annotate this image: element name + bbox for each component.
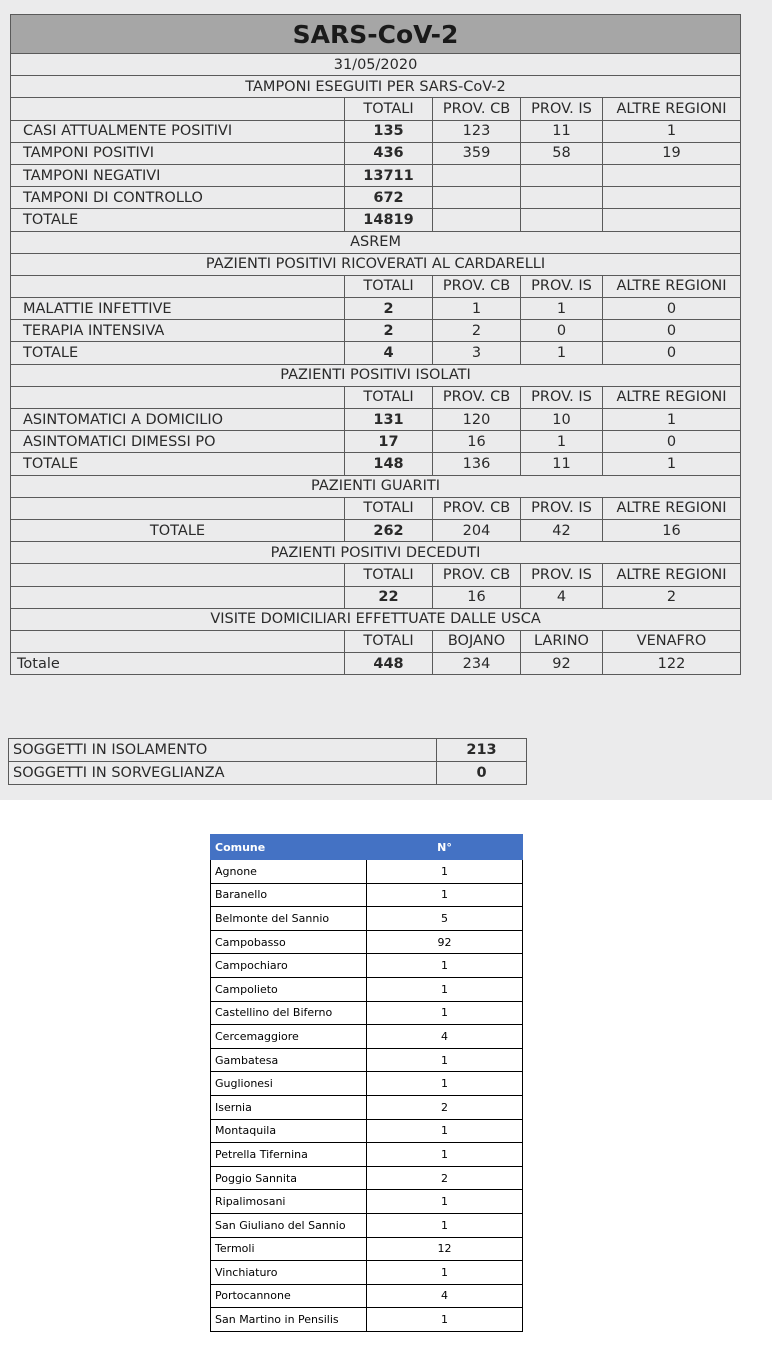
cell-prov-cb: 123 [433,120,521,142]
cell-prov-cb: 359 [433,142,521,164]
cell-comune: Campolieto [211,977,367,1001]
cell-count: 1 [367,1143,523,1167]
column-header: LARINO [521,630,603,652]
cell-count: 12 [367,1237,523,1261]
cell-comune: San Martino in Pensilis [211,1308,367,1332]
comuni-table [210,834,523,1332]
cell-totali: 2 [345,320,433,342]
row-label: ASINTOMATICI A DOMICILIO [11,409,345,431]
column-header: VENAFRO [603,630,741,652]
cell-totali: 148 [345,453,433,475]
table-row [11,187,741,209]
cell-prov-cb [433,164,521,186]
report-date: 31/05/2020 [11,54,741,76]
cell-altre-regioni: 0 [603,298,741,320]
column-header: ALTRE REGIONI [603,275,741,297]
section-heading-isolati: PAZIENTI POSITIVI ISOLATI [11,364,741,386]
table-row [211,1119,523,1143]
cell-altre-regioni: 1 [603,409,741,431]
cell-count: 1 [367,1072,523,1096]
row-label: SOGGETTI IN SORVEGLIANZA [9,762,437,785]
column-header-row [11,386,741,408]
section-heading-guariti: PAZIENTI GUARITI [11,475,741,497]
table-row [211,1166,523,1190]
table-row [9,739,527,762]
row-label: TOTALE [11,209,345,231]
section-heading-tamponi: TAMPONI ESEGUITI PER SARS-CoV-2 [11,76,741,98]
column-header: PROV. IS [521,98,603,120]
cell-comune: Vinchiaturo [211,1261,367,1285]
cell-altre-regioni: 0 [603,431,741,453]
cell-count: 1 [367,1261,523,1285]
cell-totali: 2 [345,298,433,320]
table-row [211,1001,523,1025]
section-heading-visite: VISITE DOMICILIARI EFFETTUATE DALLE USCA [11,608,741,630]
cell-prov-cb: 16 [433,586,521,608]
cell-prov-cb: 1 [433,298,521,320]
table-row [11,409,741,431]
cell-count: 1 [367,1190,523,1214]
cell-count: 4 [367,1284,523,1308]
cell-count: 1 [367,1213,523,1237]
cell-count: 2 [367,1095,523,1119]
cell-value: 0 [437,762,527,785]
column-header: PROV. IS [521,386,603,408]
column-header: ALTRE REGIONI [603,564,741,586]
table-row [211,1284,523,1308]
cell-altre-regioni [603,164,741,186]
cell-prov-is: 1 [521,431,603,453]
table-row [11,453,741,475]
table-row [211,1190,523,1214]
cell-comune: Belmonte del Sannio [211,907,367,931]
cell-altre-regioni: 19 [603,142,741,164]
section-heading-asrem: ASREM [11,231,741,253]
row-label: TAMPONI NEGATIVI [11,164,345,186]
cell-prov-is: 4 [521,586,603,608]
cell-prov-cb [433,187,521,209]
cell-count: 4 [367,1025,523,1049]
table-row [211,1213,523,1237]
cell-altre-regioni: 1 [603,453,741,475]
row-label: TAMPONI POSITIVI [11,142,345,164]
column-header: ALTRE REGIONI [603,386,741,408]
column-header: PROV. CB [433,497,521,519]
cell-prov-is: 1 [521,342,603,364]
cell-count: 1 [367,954,523,978]
section-heading-ricoverati: PAZIENTI POSITIVI RICOVERATI AL CARDARELLI [11,253,741,275]
cell-altre-regioni: 0 [603,320,741,342]
column-header: TOTALI [345,275,433,297]
row-label: TOTALE [11,519,345,541]
cell-prov-is [521,187,603,209]
table-row [11,298,741,320]
cell-comune: Poggio Sannita [211,1166,367,1190]
cell-count: 1 [367,860,523,884]
cell-totali: 436 [345,142,433,164]
column-header: PROV. CB [433,98,521,120]
cell-totali: 14819 [345,209,433,231]
row-label: TOTALE [11,453,345,475]
cell-altre-regioni: 1 [603,120,741,142]
table-row [11,209,741,231]
cell-comune: Isernia [211,1095,367,1119]
cell-prov-is: 1 [521,298,603,320]
cell-count: 5 [367,907,523,931]
isolamento-table [8,738,527,785]
cell-comune: Termoli [211,1237,367,1261]
cell-comune: Agnone [211,860,367,884]
cell-prov-cb: 204 [433,519,521,541]
cell-comune: Campobasso [211,930,367,954]
table-row [211,883,523,907]
cell-comune: San Giuliano del Sannio [211,1213,367,1237]
cell-altre-regioni [603,187,741,209]
column-header-comune: Comune [211,835,367,860]
table-row [211,977,523,1001]
row-label: SOGGETTI IN ISOLAMENTO [9,739,437,762]
table-row [11,320,741,342]
table-row [211,1143,523,1167]
table-row [211,930,523,954]
cell-comune: Campochiaro [211,954,367,978]
row-label: ASINTOMATICI DIMESSI PO [11,431,345,453]
table-row [211,1237,523,1261]
cell-altre-regioni: 16 [603,519,741,541]
comuni-body [211,860,523,1332]
row-label: TAMPONI DI CONTROLLO [11,187,345,209]
cell-count: 1 [367,1048,523,1072]
column-header-row [11,275,741,297]
table-row [11,431,741,453]
table-row [9,762,527,785]
column-header: ALTRE REGIONI [603,497,741,519]
cell-prov-is: 10 [521,409,603,431]
cell-comune: Portocannone [211,1284,367,1308]
cell-prov-is [521,209,603,231]
cell-totali: 22 [345,586,433,608]
cell-totali: 131 [345,409,433,431]
cell-altre-regioni: 0 [603,342,741,364]
column-header: TOTALI [345,497,433,519]
cell-bojano: 234 [433,653,521,675]
column-header: PROV. CB [433,275,521,297]
cell-altre-regioni: 2 [603,586,741,608]
table-row [11,120,741,142]
cell-prov-cb [433,209,521,231]
table-row [211,860,523,884]
column-header: PROV. IS [521,275,603,297]
cell-prov-is [521,164,603,186]
cell-count: 1 [367,883,523,907]
section-heading-deceduti: PAZIENTI POSITIVI DECEDUTI [11,542,741,564]
column-header: BOJANO [433,630,521,652]
cell-totali: 672 [345,187,433,209]
cell-totali: 13711 [345,164,433,186]
column-header: TOTALI [345,564,433,586]
table-row [211,1308,523,1332]
column-header: ALTRE REGIONI [603,98,741,120]
column-header-row [11,98,741,120]
cell-prov-cb: 2 [433,320,521,342]
cell-comune: Cercemaggiore [211,1025,367,1049]
cell-prov-is: 11 [521,120,603,142]
comuni-header-row [211,835,523,860]
table-row [11,653,741,675]
cell-prov-is: 42 [521,519,603,541]
cell-totali: 4 [345,342,433,364]
column-header-row [11,497,741,519]
cell-totali: 448 [345,653,433,675]
column-header: PROV. IS [521,497,603,519]
cell-comune: Baranello [211,883,367,907]
report-title: SARS-CoV-2 [11,15,741,54]
table-row [11,142,741,164]
column-header: PROV. CB [433,386,521,408]
table-row [211,1025,523,1049]
column-header: TOTALI [345,630,433,652]
cell-prov-is: 11 [521,453,603,475]
row-label: TOTALE [11,342,345,364]
cell-prov-is: 0 [521,320,603,342]
covid-report-table [10,14,741,675]
cell-comune: Castellino del Biferno [211,1001,367,1025]
table-row [211,1261,523,1285]
cell-count: 1 [367,977,523,1001]
cell-comune: Guglionesi [211,1072,367,1096]
cell-prov-cb: 16 [433,431,521,453]
cell-comune: Gambatesa [211,1048,367,1072]
cell-prov-cb: 120 [433,409,521,431]
column-header: TOTALI [345,98,433,120]
row-label: TERAPIA INTENSIVA [11,320,345,342]
column-header: PROV. CB [433,564,521,586]
cell-count: 1 [367,1001,523,1025]
row-label [11,586,345,608]
table-row [11,586,741,608]
column-header-row [11,630,741,652]
table-row [211,907,523,931]
cell-totali: 135 [345,120,433,142]
cell-totali: 17 [345,431,433,453]
cell-totali: 262 [345,519,433,541]
cell-count: 2 [367,1166,523,1190]
cell-venafro: 122 [603,653,741,675]
column-header: PROV. IS [521,564,603,586]
table-row [11,164,741,186]
cell-count: 92 [367,930,523,954]
table-row [11,519,741,541]
cell-prov-cb: 3 [433,342,521,364]
cell-comune: Montaquila [211,1119,367,1143]
table-row [211,1048,523,1072]
column-header-n: N° [367,835,523,860]
table-row [211,1095,523,1119]
cell-altre-regioni [603,209,741,231]
row-label: MALATTIE INFETTIVE [11,298,345,320]
column-header: TOTALI [345,386,433,408]
cell-count: 1 [367,1308,523,1332]
cell-comune: Ripalimosani [211,1190,367,1214]
column-header-row [11,564,741,586]
row-label: CASI ATTUALMENTE POSITIVI [11,120,345,142]
table-row [211,954,523,978]
cell-prov-is: 58 [521,142,603,164]
cell-value: 213 [437,739,527,762]
table-row [11,342,741,364]
table-row [211,1072,523,1096]
cell-comune: Petrella Tifernina [211,1143,367,1167]
row-label: Totale [11,653,345,675]
cell-prov-cb: 136 [433,453,521,475]
cell-larino: 92 [521,653,603,675]
cell-count: 1 [367,1119,523,1143]
